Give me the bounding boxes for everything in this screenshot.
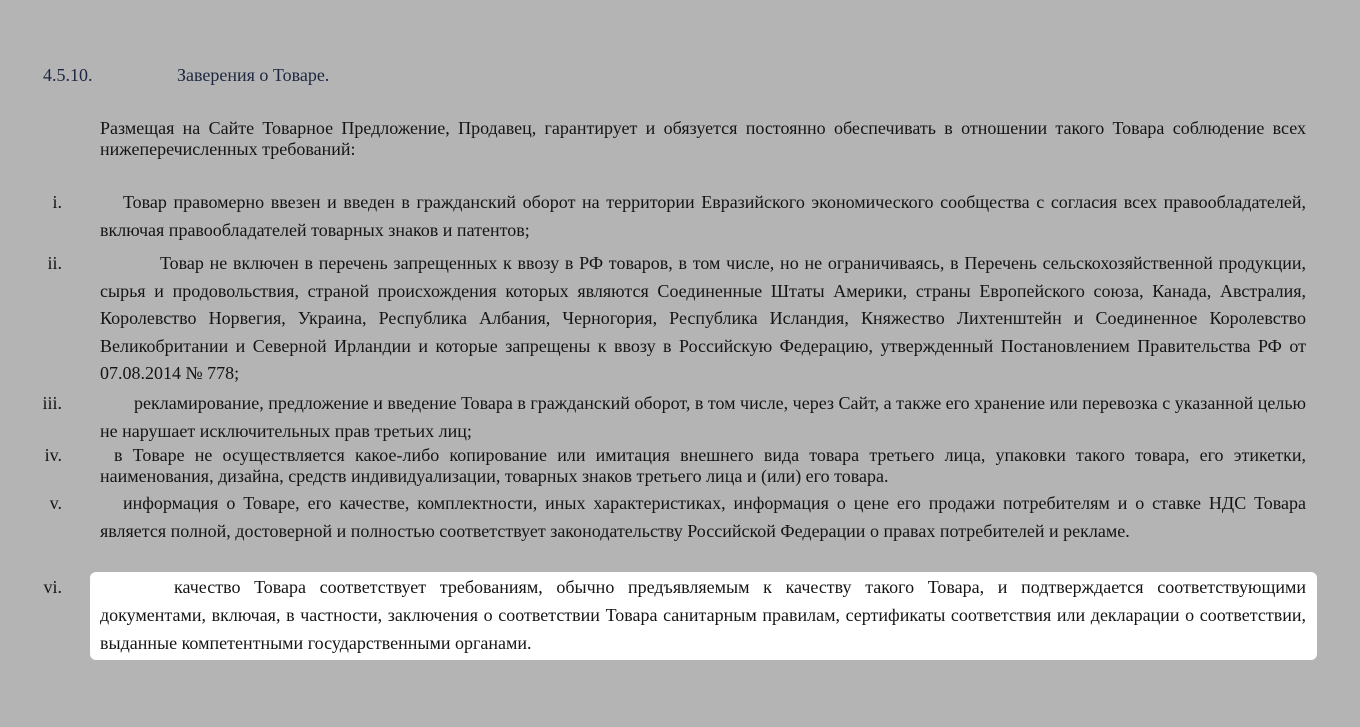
list-item-text: качество Товара соответствует требованиям, обычно предъявляемым к качеству такого Товара, и подтверждается соответствующими документами, включая, в частности, заключения о соответствии Товара санитарным правилам, сертификаты соответствия или декларации о соответствии, выданные компетентными государственными органами. <box>100 577 1306 653</box>
list-item-text: информация о Товаре, его качестве, комплектности, иных характеристиках, информация о цене его продажи потребителям и о ставке НДС Товара является полной, достоверной и полностью соответствует законодательству Российской Федерации о правах потребителей и рекламе. <box>100 493 1306 541</box>
list-marker: vi. <box>43 577 62 597</box>
section-heading <box>43 62 443 88</box>
list-item-text: Товар правомерно ввезен и введен в гражданский оборот на территории Евразийского экономического сообщества с согласия всех правообладателей, включая правообладателей товарных знаков и патентов; <box>100 192 1306 240</box>
list-item-text: Товар не включен в перечень запрещенных к ввозу в РФ товаров, в том числе, но не ограничиваясь, в Перечень сельскохозяйственной продукции, сырья и продовольствия, страной происхождения которых являются Соединенные Штаты Америки, страны Европейского союза, Канада, Австралия, Королевство Норвегия, Украина, Республика Албания, Черногория, Республика Исландия, Княжество Лихтенштейн и Соединенное Королевство Великобритании и Северной Ирландии и которые запрещены к ввозу в Российскую Федерацию, утвержденный Постановлением Правительства РФ от 07.08.2014 № 778; <box>100 253 1306 384</box>
list-marker: ii. <box>47 253 62 273</box>
section-title: Заверения о Товаре. <box>177 65 330 85</box>
intro-paragraph: Размещая на Сайте Товарное Предложение, Продавец, гарантирует и обязуется постоянно обеспечивать в отношении такого Товара соблюдение всех нижеперечисленных требований: <box>100 118 1306 159</box>
section-number: 4.5.10. <box>43 65 93 85</box>
list-marker: i. <box>52 192 62 212</box>
list-item-text: в Товаре не осуществляется какое-либо копирование или имитация внешнего вида товара третьего лица, упаковки такого товара, его этикетки, наименования, дизайна, средств индивидуализации, товарных знаков третьего лица и (или) его товара. <box>100 445 1306 486</box>
list-marker: iv. <box>44 445 62 465</box>
list-item-text: рекламирование, предложение и введение Товара в гражданский оборот, в том числе, через Сайт, а также его хранение или перевозка с указанной целью не нарушает исключительных прав третьих лиц; <box>100 393 1306 441</box>
list-marker: iii. <box>42 393 62 413</box>
list-marker: v. <box>49 493 62 513</box>
